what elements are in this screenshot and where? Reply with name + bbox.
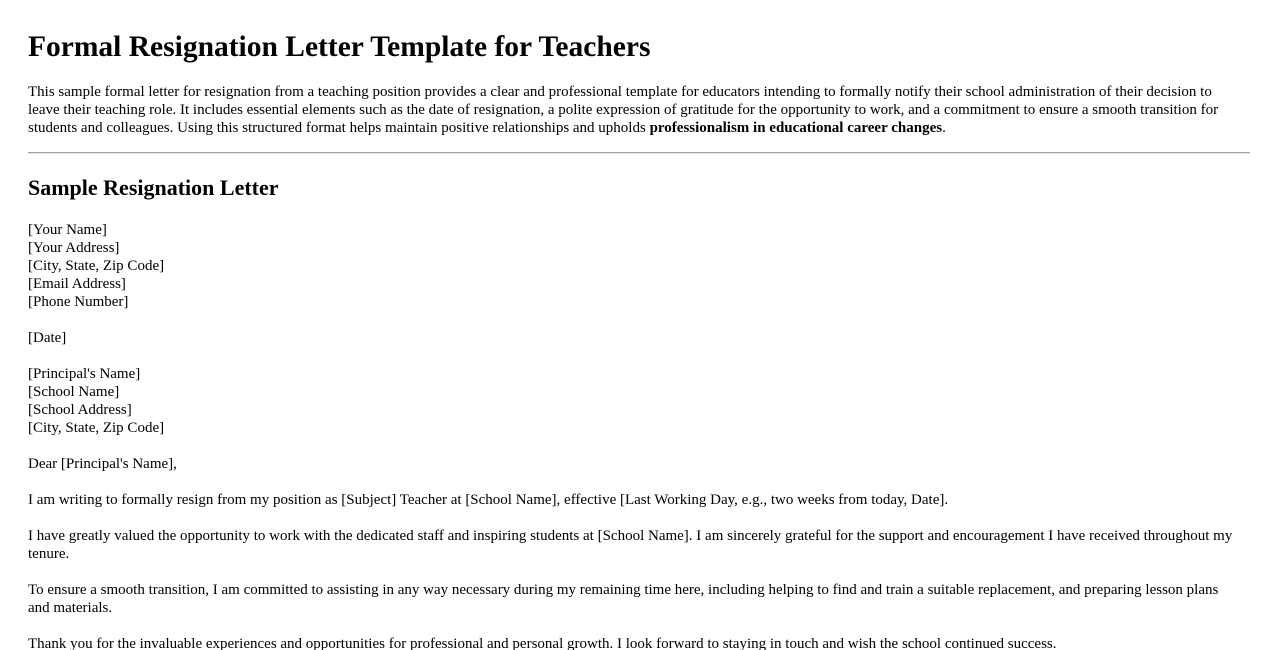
intro-text-end: . (942, 120, 946, 136)
section-divider (28, 152, 1250, 154)
letter-paragraph: I am writing to formally resign from my position as [Subject] Teacher at [School Name], effective [Last Working Day, e.g., two weeks from today, Date]. (28, 492, 949, 508)
sender-address: [Your Address] (28, 240, 120, 256)
letter-paragraph: I have greatly valued the opportunity to work with the dedicated staff and inspiring students at [School Name]. I am sincerely grateful for the support and encouragement I have received throughout my tenure. (28, 528, 1233, 562)
letter-date: [Date] (28, 330, 67, 346)
recipient-block (28, 365, 1250, 437)
sender-email: [Email Address] (28, 276, 126, 292)
recipient-address: [School Address] (28, 402, 132, 418)
intro-text: This sample formal letter for resignation from a teaching position provides a clear and professional template for educators intending to formally notify their school administration of their decision to leave their teaching role. It includes essential elements such as the date of resignation, a polite expression of gratitude for the opportunity to work, and a commitment to ensure a smooth transition for students and colleagues. Using this structured format helps maintain positive relationships and upholds (28, 84, 1219, 136)
letter-body (28, 221, 1250, 650)
date-block (28, 329, 1250, 347)
sender-name: [Your Name] (28, 222, 107, 238)
recipient-school: [School Name] (28, 384, 120, 400)
sender-block (28, 221, 1250, 311)
letter-paragraph: To ensure a smooth transition, I am committed to assisting in any way necessary during my remaining time here, including helping to find and train a suitable replacement, and preparing lesson plans and materials. (28, 582, 1219, 616)
intro-paragraph (28, 83, 1234, 137)
page-title: Formal Resignation Letter Template for Teachers (28, 31, 651, 63)
intro-bold-text: professionalism in educational career changes (649, 120, 943, 136)
section-title: Sample Resignation Letter (28, 175, 279, 200)
sender-phone: [Phone Number] (28, 294, 129, 310)
sender-city: [City, State, Zip Code] (28, 258, 165, 274)
recipient-city: [City, State, Zip Code] (28, 420, 165, 436)
recipient-name: [Principal's Name] (28, 366, 141, 382)
salutation: Dear [Principal's Name], (28, 456, 177, 472)
letter-paragraph: Thank you for the invaluable experiences and opportunities for professional and personal growth. I look forward to staying in touch and wish the school continued success. (28, 636, 1057, 650)
